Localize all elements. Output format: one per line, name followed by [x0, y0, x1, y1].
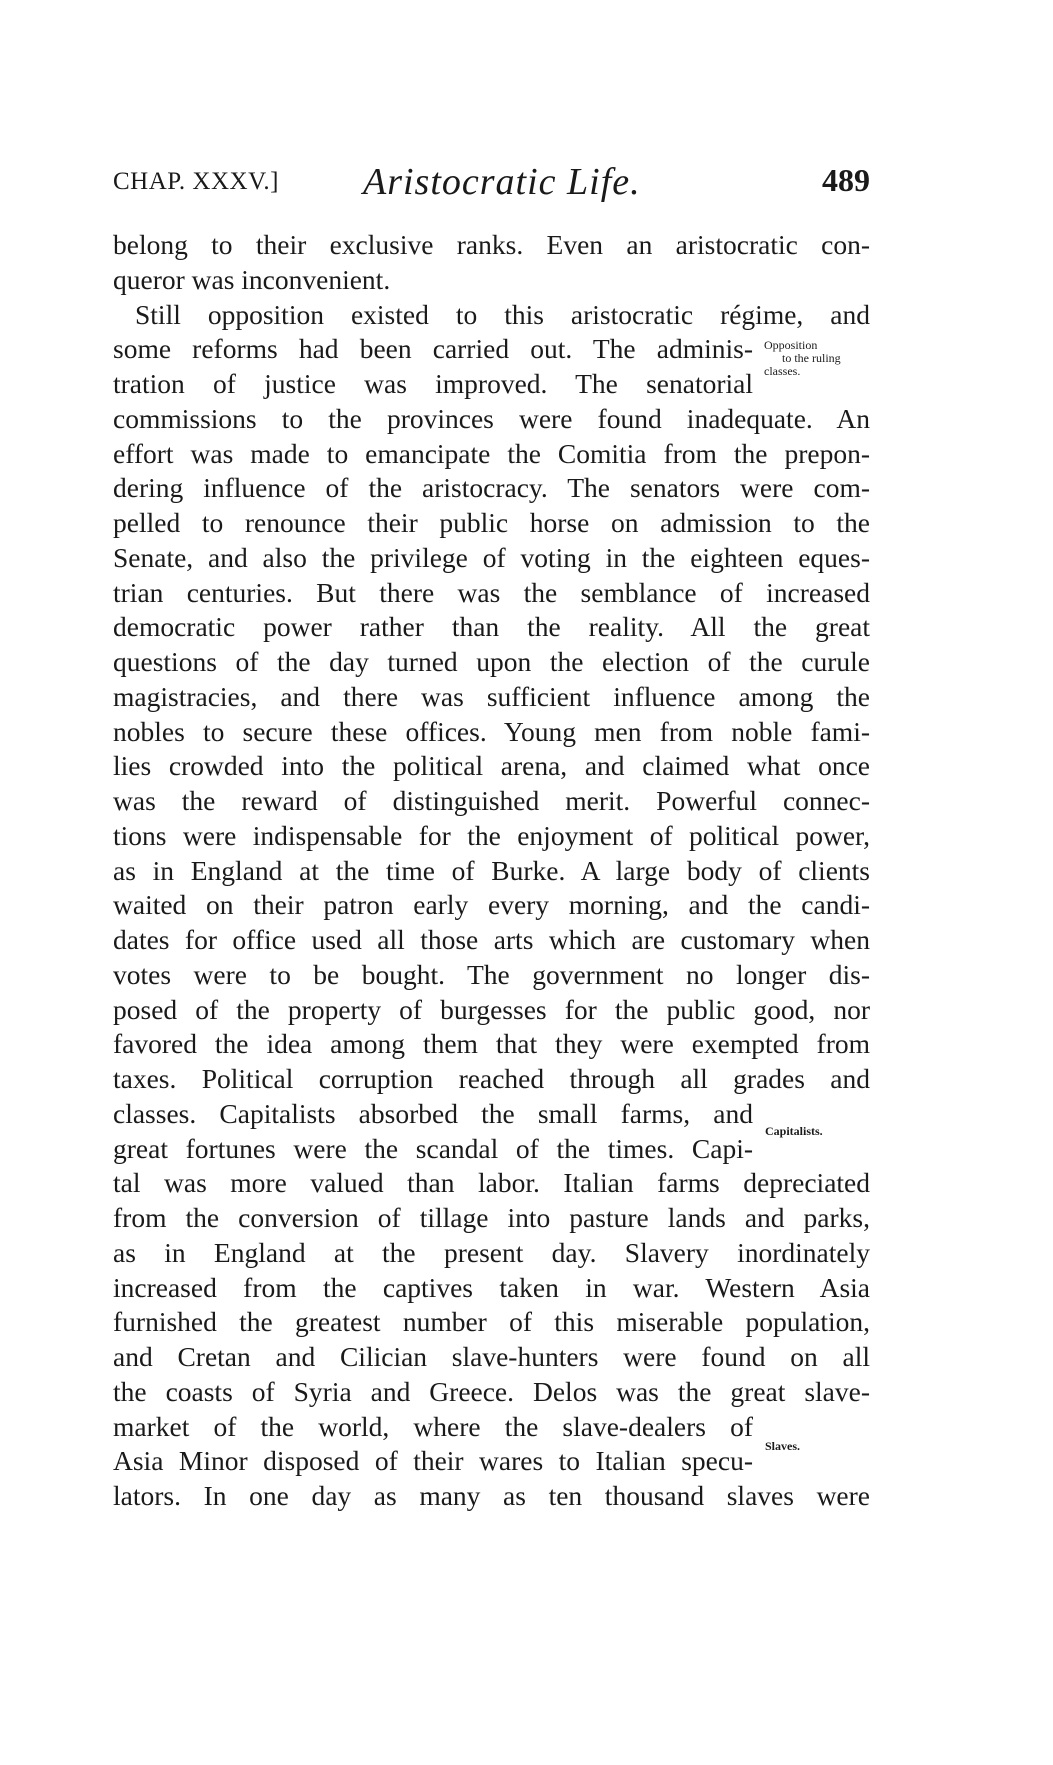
text-line: democratic power rather than the reality. All the great — [113, 611, 870, 643]
body-text — [113, 228, 870, 1514]
text-line: furnished the greatest number of this miserable population, — [113, 1306, 870, 1338]
text-line: the coasts of Syria and Greece. Delos was the great slave- — [113, 1375, 870, 1407]
text-line: tal was more valued than labor. Italian farms depreciated — [113, 1167, 870, 1199]
text-line: magistracies, and there was sufficient influence among the — [113, 680, 870, 712]
sidenote-opposition — [764, 339, 864, 378]
text-line: posed of the property of burgesses for the public good, nor — [113, 993, 870, 1025]
text-line: belong to their exclusive ranks. Even an aristocratic con- — [113, 229, 870, 260]
text-line: effort was made to emancipate the Comitia from the prepon- — [113, 437, 870, 469]
text-line: nobles to secure these offices. Young men from noble fami- — [113, 715, 870, 747]
sidenote-slaves: Slaves. — [765, 1439, 801, 1453]
text-line: dates for office used all those arts which are customary when — [113, 924, 870, 955]
text-line: trian centuries. But there was the semblance of increased — [113, 576, 870, 608]
text-line: Asia Minor disposed of their wares to Italian specu- — [113, 1445, 753, 1477]
text-line: dering influence of the aristocracy. The senators were com- — [113, 472, 870, 504]
text-line: classes. Capitalists absorbed the small farms, and — [113, 1097, 753, 1129]
text-line: votes were to be bought. The government no longer dis- — [113, 958, 870, 990]
sidenote-capitalists: Capitalists. — [765, 1124, 823, 1138]
text-line: commissions to the provinces were found inadequate. An — [113, 402, 870, 434]
text-line: pelled to renounce their public horse on admission to the — [113, 507, 870, 538]
text-line: taxes. Political corruption reached through all grades and — [113, 1063, 870, 1094]
text-line: market of the world, where the slave-dealers of — [113, 1410, 753, 1442]
sidenote-line: Opposition — [764, 338, 818, 352]
text-line: tions were indispensable for the enjoyment of political power, — [113, 819, 870, 851]
running-head — [113, 160, 870, 210]
text-line: increased from the captives taken in war. Western Asia — [113, 1271, 870, 1303]
sidenote-line: to the ruling — [782, 351, 841, 365]
text-line: some reforms had been carried out. The adminis- — [113, 333, 753, 365]
sidenote-line: classes. — [764, 364, 801, 378]
text-line: queror was inconvenient. — [113, 263, 391, 295]
page-number: 489 — [822, 162, 870, 198]
page-title: Aristocratic Life. — [363, 161, 641, 203]
text-line: as in England at the time of Burke. A large body of clients — [113, 854, 870, 886]
text-line: was the reward of distinguished merit. Powerful connec- — [113, 785, 870, 816]
text-line: tration of justice was improved. The senatorial — [113, 368, 753, 399]
text-line: Still opposition existed to this aristocratic régime, and — [135, 298, 870, 330]
text-line: Senate, and also the privilege of voting in the eighteen eques- — [113, 541, 870, 573]
text-line: lators. In one day as many as ten thousand slaves were — [113, 1480, 870, 1511]
text-line: lies crowded into the political arena, and claimed what once — [113, 750, 870, 782]
text-line: as in England at the present day. Slavery inordinately — [113, 1236, 870, 1268]
text-line: questions of the day turned upon the election of the curule — [113, 646, 870, 677]
text-line: from the conversion of tillage into pasture lands and parks, — [113, 1202, 870, 1233]
text-line: favored the idea among them that they were exempted from — [113, 1028, 870, 1060]
chapter-label: CHAP. XXXV.] — [113, 168, 279, 195]
text-line: great fortunes were the scandal of the times. Capi- — [113, 1132, 753, 1164]
text-line: and Cretan and Cilician slave-hunters were found on all — [113, 1341, 870, 1372]
text-line: waited on their patron early every morning, and the candi- — [113, 889, 870, 921]
